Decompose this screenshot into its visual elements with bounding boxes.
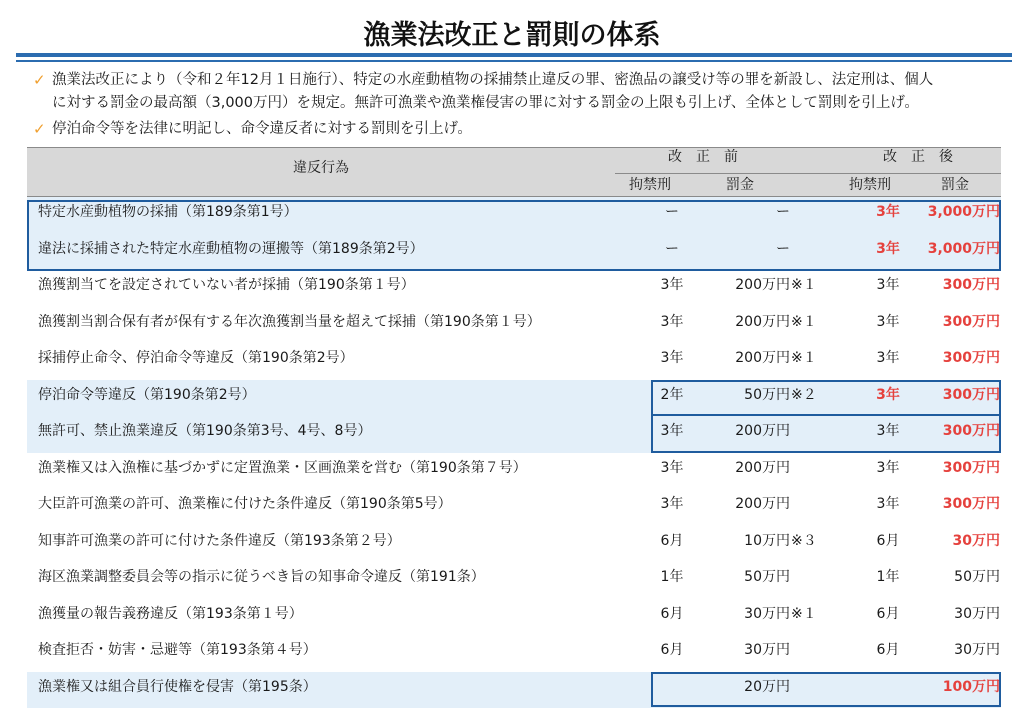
violation-cell: 海区漁業調整委員会等の指示に従うべき旨の知事命令違反（第191条） [38,569,485,585]
after-fine-cell: 100万円 [942,678,1000,695]
column-header-after: 改 正 後 [883,149,953,165]
after-fine-cell: 30万円 [954,642,1000,658]
after-term-cell: 3年 [876,350,900,366]
before-term-cell: 6月 [660,532,684,549]
before-fine-note: ※１ [791,277,817,293]
after-fine-cell: 3,000万円 [927,204,1000,220]
before-fine-cell: 200万円 [735,459,790,476]
before-term-cell: 3年 [660,459,684,476]
before-term-cell: 1年 [660,569,684,585]
bullet-item [33,69,1003,115]
title-underline-thin [16,60,1012,62]
table-row [27,635,1001,672]
subheader-before-term: 拘禁刑 [629,177,671,193]
bullet-text: に対する罰金の最高額（3,000万円）を規定。無許可漁業や漁業権侵害の罪に対する罰金の上限も引上げ、全体として罰則を引上げ。 [52,95,919,111]
highlight-box [27,200,1001,271]
before-term-cell: 3年 [660,350,684,366]
after-fine-cell: 300万円 [942,277,1000,293]
before-fine-cell: 10万円 [744,532,790,549]
after-term-cell: 3年 [876,386,900,403]
subheader-after-term: 拘禁刑 [849,177,891,193]
after-fine-cell: 300万円 [942,313,1000,330]
violation-cell: 知事許可漁業の許可に付けた条件違反（第193条第２号） [38,532,401,549]
highlight-box [651,672,1001,707]
before-term-cell: 3年 [660,423,684,439]
violation-cell: 特定水産動植物の採捕（第189条第1号） [38,204,298,220]
before-fine-cell: 50万円 [744,386,790,403]
violation-cell: 漁獲量の報告義務違反（第193条第１号） [38,605,303,622]
after-fine-cell: 300万円 [942,459,1000,476]
before-fine-cell: 200万円 [735,423,790,439]
before-fine-cell: ー [776,240,790,257]
violation-cell: 漁業権又は入漁権に基づかずに定置漁業・区画漁業を営む（第190条第７号） [38,459,527,476]
before-fine-note: ※２ [791,386,817,403]
table-header [27,147,1001,197]
before-term-cell: 6月 [660,642,684,658]
before-term-cell: ー [665,204,679,220]
after-fine-cell: 300万円 [942,496,1000,512]
before-fine-cell: 30万円 [744,642,790,658]
before-term-cell: 2年 [660,386,684,403]
page-title: 漁業法改正と罰則の体系 [363,20,661,51]
before-fine-note: ※１ [791,350,817,366]
before-fine-cell: 200万円 [735,496,790,512]
after-fine-cell: 300万円 [942,350,1000,366]
before-term-cell: 3年 [660,313,684,330]
before-term-cell: 3年 [660,277,684,293]
table-row [27,599,1001,636]
before-term-cell: 3年 [660,496,684,512]
violation-cell: 漁業権又は組合員行使権を侵害（第195条） [38,678,317,695]
column-header-violation: 違反行為 [293,160,349,176]
table-row [27,526,1001,563]
table-row [27,270,1001,307]
violation-cell: 漁獲割当割合保有者が保有する年次漁獲割当量を超えて採捕（第190条第１号） [38,313,541,330]
after-fine-cell: 30万円 [954,605,1000,622]
before-fine-note: ※３ [791,532,817,549]
before-fine-cell: 50万円 [744,569,790,585]
highlight-box [651,414,1001,453]
after-term-cell: 3年 [876,496,900,512]
before-fine-cell: 200万円 [735,313,790,330]
after-term-cell: 3年 [876,423,900,439]
bullet-text: 停泊命令等を法律に明記し、命令違反者に対する罰則を引上げ。 [52,121,472,137]
check-icon [33,69,47,92]
after-term-cell: 3年 [876,204,900,220]
table-row [27,453,1001,490]
penalty-table [27,147,1001,708]
before-fine-cell: 200万円 [735,350,790,366]
subheader-after-fine: 罰金 [941,177,969,193]
after-fine-cell: 3,000万円 [927,240,1000,257]
before-fine-cell: 20万円 [744,678,790,695]
before-term-cell: 6月 [660,605,684,622]
after-fine-cell: 300万円 [942,386,1000,403]
after-term-cell: 3年 [876,459,900,476]
violation-cell: 無許可、禁止漁業違反（第190条第3号、4号、8号） [38,423,372,439]
after-term-cell: 6月 [876,605,900,622]
after-fine-cell: 50万円 [954,569,1000,585]
bullet-item [33,118,1003,141]
bullet-text: 漁業法改正により（令和２年12月１日施行）、特定の水産動植物の採捕禁止違反の罪、密漁品の譲受け等の罪を新設し、法定刑は、個人 [52,72,934,88]
violation-cell: 大臣許可漁業の許可、漁業権に付けた条件違反（第190条第5号） [38,496,452,512]
after-term-cell: 3年 [876,313,900,330]
violation-cell: 漁獲割当てを設定されていない者が採捕（第190条第１号） [38,277,415,293]
before-term-cell: ー [665,240,679,257]
after-term-cell: 1年 [876,569,900,585]
subheader-before-fine: 罰金 [726,177,754,193]
table-row [27,562,1001,599]
table-row [27,489,1001,526]
after-term-cell: 3年 [876,240,900,257]
violation-cell: 採捕停止命令、停泊命令等違反（第190条第2号） [38,350,354,366]
before-fine-cell: ー [776,204,790,220]
before-fine-cell: 30万円 [744,605,790,622]
after-fine-cell: 30万円 [952,532,1000,549]
check-icon [33,118,47,141]
after-term-cell: 3年 [876,277,900,293]
header-divider [615,173,1001,174]
highlight-box [651,380,1001,416]
violation-cell: 停泊命令等違反（第190条第2号） [38,386,256,403]
before-fine-note: ※１ [791,605,817,622]
summary-bullets [33,69,1003,141]
column-header-before: 改 正 前 [668,149,738,165]
after-term-cell: 6月 [876,532,900,549]
before-fine-note: ※１ [791,313,817,330]
violation-cell: 検査拒否・妨害・忌避等（第193条第４号） [38,642,317,658]
after-fine-cell: 300万円 [942,423,1000,439]
title-underline [16,53,1012,57]
after-term-cell: 6月 [876,642,900,658]
before-fine-cell: 200万円 [735,277,790,293]
violation-cell: 違法に採捕された特定水産動植物の運搬等（第189条第2号） [38,240,424,257]
table-row [27,307,1001,344]
table-row [27,343,1001,380]
